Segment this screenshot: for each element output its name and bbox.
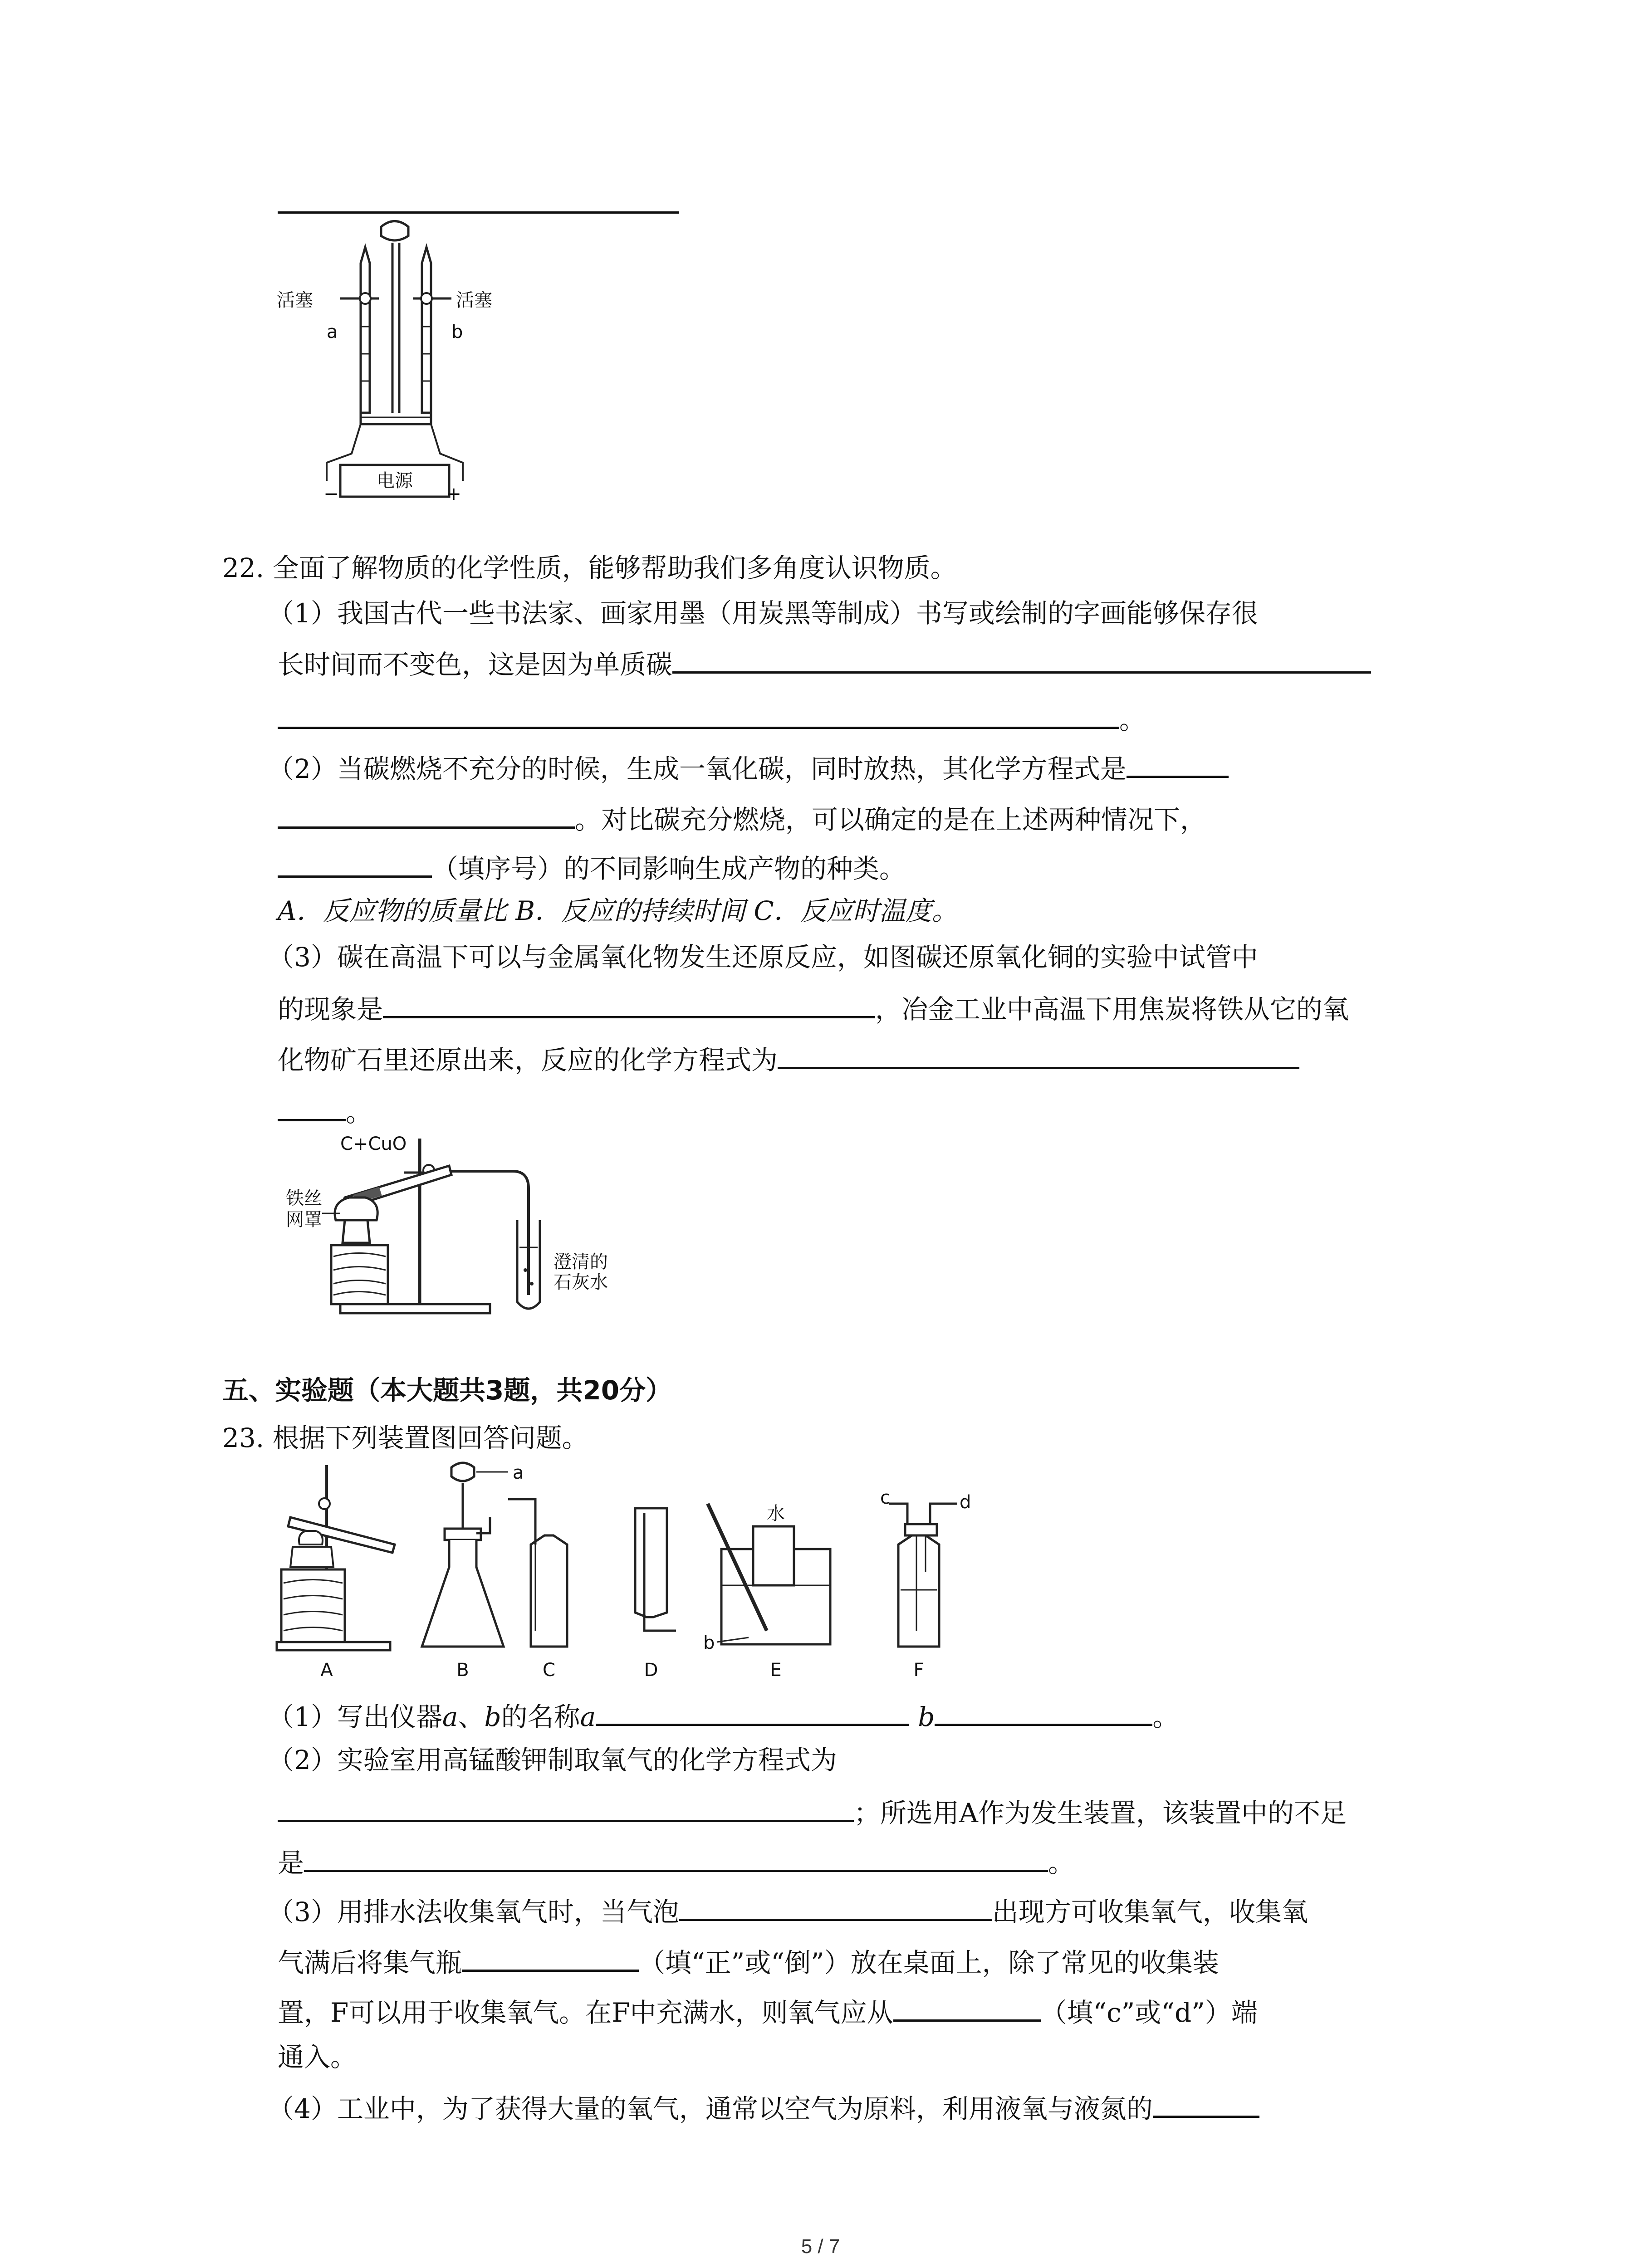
q23-p4-line1 [268,2087,1259,2127]
q23-p3-text2b: （填“正”或“倒”）放在桌面上，除了常见的收集装 [639,1947,1219,1978]
q23-blank-a[interactable] [596,1696,909,1726]
valve-left-label: 活塞 [277,290,313,311]
label-A: A [320,1660,333,1681]
fig-label-b: b [703,1633,715,1653]
q22-p3-blank-c[interactable] [278,1091,346,1121]
q23-p3-text3a: 置，F可以用于收集氧气。在F中充满水，则氧气应从 [278,1997,893,2028]
power-label: 电源 [377,470,413,491]
q23-p2-blank-b[interactable] [304,1842,1048,1872]
q23-p3-blank-b[interactable] [462,1941,639,1972]
apparatus-figure [272,1458,1021,1681]
fig-label-a: a [513,1462,524,1483]
q22-p1-blank-a[interactable] [672,643,1371,674]
q23-stem: 23. 根据下列装置图回答问题。 [222,1422,588,1453]
q22-p1-text: 长时间而不变色，这是因为单质碳 [278,649,673,680]
q22-p2-blank-b[interactable] [278,798,575,829]
q22-p2-line1 [268,748,1229,787]
page-number: 5 / 7 [801,2235,840,2258]
label-D: D [644,1660,658,1681]
label-B: B [456,1660,469,1681]
q23-p3-text2a: 气满后将集气瓶 [278,1947,462,1978]
q22-p1-blank-b[interactable] [278,699,1119,729]
q23-p4-text1: （4）工业中，为了获得大量的氧气，通常以空气为原料，利用液氧与液氮的 [268,2093,1153,2124]
gauze-label-1: 铁丝 [286,1188,322,1209]
q22-p3-blank-a[interactable] [383,988,875,1018]
q23-p1-text-e: 的名称 [501,1701,580,1732]
q23-p1-text-g: b [918,1701,935,1732]
electrolysis-figure [272,218,526,503]
cuo-reduction-figure [277,1129,649,1320]
reagent-label: C+CuO [340,1134,407,1154]
q22-p1-line2 [278,643,1371,683]
q23-p3-text1a: （3）用排水法收集氧气时，当气泡 [268,1897,679,1927]
q22-p2-text3: （填序号）的不同影响生成产物的种类。 [432,853,906,884]
q22-p1-line1: （1）我国古代一些书法家、画家用墨（用炭黑等制成）书写或绘制的字画能够保存很 [268,598,1258,629]
q22-p1-line3 [278,699,1146,738]
fig-label-c: c [880,1487,890,1508]
gauze-label-2: 网罩 [286,1209,322,1230]
q22-p3-line1: （3）碳在高温下可以与金属氧化物发生还原反应，如图碳还原氧化铜的实验中试管中 [268,942,1258,973]
q23-p1-text-b: a [442,1701,458,1732]
valve-right-label: 活塞 [456,290,492,311]
fig-label-d: d [960,1492,971,1513]
q23-p2-line3 [278,1842,1074,1881]
q23-p4-blank-a[interactable] [1153,2087,1259,2118]
label-C: C [543,1660,555,1681]
water-label: 水 [767,1503,785,1524]
q22-p3-line4 [278,1091,372,1130]
q22-options: A．反应物的质量比 B．反应的持续时间 C．反应时温度。 [278,895,958,926]
q22-p3-end: 。 [346,1097,372,1128]
minus-label: − [323,484,339,503]
q22-stem: 22. 全面了解物质的化学性质，能够帮助我们多角度认识物质。 [222,552,957,583]
q23-p3-text3b: （填“c”或“d”）端 [1040,1997,1258,2028]
q23-p2-blank-a[interactable] [278,1792,854,1822]
answer-blank[interactable] [278,211,679,214]
q23-p3-line2 [278,1941,1219,1981]
label-F: F [913,1660,924,1681]
q22-p2-line2 [278,798,1206,838]
q23-p2-text2: ；所选用A作为发生装置，该装置中的不足 [854,1798,1347,1828]
q23-p3-line4: 通入。 [278,2042,357,2072]
q22-p3-text3: 化物矿石里还原出来，反应的化学方程式为 [278,1045,778,1075]
q23-p2-end: 。 [1048,1848,1075,1878]
plus-label: + [446,484,461,503]
q23-p2-line1: （2）实验室用高锰酸钾制取氧气的化学方程式为 [268,1745,837,1775]
q22-p1-end: 。 [1119,704,1146,735]
limewater-label-1: 澄清的 [554,1251,608,1272]
q23-p2-line2 [278,1792,1347,1831]
limewater-label-2: 石灰水 [554,1272,608,1293]
q22-p2-text2: 。对比碳充分燃烧，可以确定的是在上述两种情况下， [575,804,1207,835]
q23-p1-text-c: 、 [458,1701,485,1732]
q22-p2-blank-c[interactable] [278,847,432,878]
tube-b-label: b [451,322,463,342]
q23-p3-line1 [268,1891,1308,1930]
tube-a-label: a [327,322,338,342]
q22-p2-line3 [278,847,906,887]
q22-p3-blank-b[interactable] [778,1039,1299,1069]
q23-p3-text1b: 出现方可收集氧气，收集氧 [992,1897,1308,1927]
q23-p1-text-a: （1）写出仪器 [268,1701,442,1732]
q23-p3-blank-a[interactable] [679,1891,992,1921]
q23-p1-text-d: b [484,1701,501,1732]
q23-p1-text-f: a [580,1701,596,1732]
q23-p1-end: 。 [1152,1701,1179,1732]
q23-p2-text3: 是 [278,1848,304,1878]
q23-p1-line [268,1696,1179,1735]
section5-title: 五、实验题（本大题共3题，共20分） [222,1375,672,1406]
q22-p2-text1: （2）当碳燃烧不充分的时候，生成一氧化碳，同时放热，其化学方程式是 [268,753,1127,784]
q22-p3-line3 [278,1039,1299,1078]
q22-p2-blank-a[interactable] [1127,748,1229,778]
q23-p3-blank-c[interactable] [893,1991,1041,2022]
q23-p3-line3 [278,1991,1258,2031]
q22-p3-text2a: 的现象是 [278,994,383,1025]
label-E: E [770,1660,782,1681]
q23-blank-b[interactable] [935,1696,1152,1726]
q22-p3-line2 [278,988,1349,1027]
q22-p3-text2b: ，冶金工业中高温下用焦炭将铁从它的氧 [875,994,1349,1025]
